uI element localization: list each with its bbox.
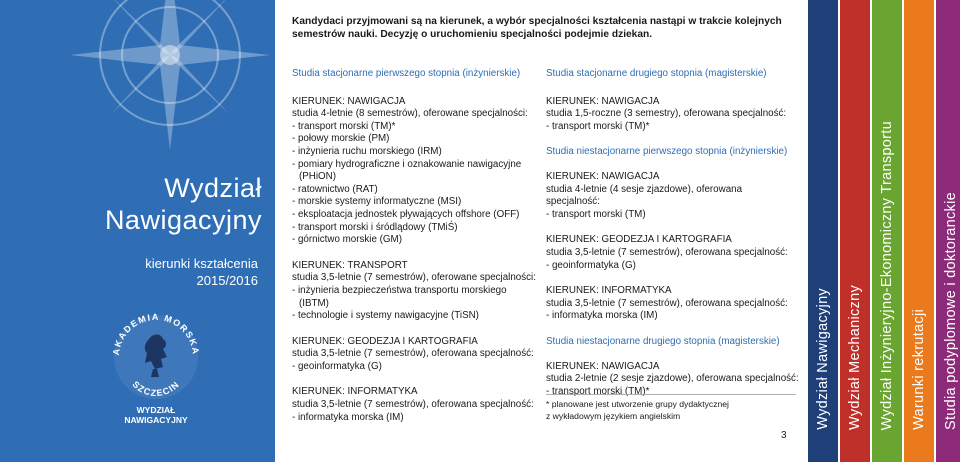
section-tab-label: Warunki rekrutacji [911, 309, 927, 430]
footnote-line1: * planowane jest utworzenie grupy dydaktycznej [546, 399, 729, 409]
university-seal [111, 311, 201, 426]
program-line: (IBTM) [299, 297, 329, 309]
right-column-sections [546, 68, 804, 398]
left-column-heading: Studia stacjonarne pierwszego stopnia (inżynierskie) [292, 68, 521, 79]
program-line: - technologie i systemy nawigacyjne (TiSN) [292, 310, 479, 322]
program-line: - połowy morskie (PM) [292, 133, 390, 145]
section-heading: Studia niestacjonarne drugiego stopnia (magisterskie) [546, 335, 780, 347]
program-line: - informatyka morska (IM) [546, 310, 658, 322]
program-title: KIERUNEK: NAWIGACJA [292, 95, 406, 107]
program-line: studia 3,5-letnie (7 semestrów), oferowana specjalność: [292, 399, 534, 411]
program-line: - inżynieria ruchu morskiego (IRM) [292, 145, 442, 157]
section-tab[interactable] [808, 0, 838, 462]
program-line: studia 4-letnie (8 semestrów), oferowane specjalności: [292, 108, 528, 120]
program-line: - górnictwo morskie (GM) [292, 234, 402, 246]
program-line: - morskie systemy informatyczne (MSI) [292, 196, 462, 208]
program-title: KIERUNEK: NAWIGACJA [546, 170, 660, 182]
section-tab-label: Wydział Mechaniczny [847, 285, 863, 430]
section-tab[interactable] [872, 0, 902, 462]
section-tab[interactable] [840, 0, 870, 462]
program-block [546, 234, 804, 272]
program-line: (PHiON) [299, 171, 337, 183]
logo-line1: WYDZIAŁ [136, 405, 176, 415]
subtitle [60, 255, 258, 289]
program-line: - transport morski (TM) [546, 208, 646, 220]
page-number: 3 [781, 430, 787, 441]
program-title: KIERUNEK: GEODEZJA I KARTOGRAFIA [292, 335, 478, 347]
program-line: - eksploatacja jednostek pływających offshore (OFF) [292, 208, 520, 220]
subtitle-label: kierunki kształcenia [145, 256, 258, 271]
program-block [546, 96, 804, 134]
faculty-panel [0, 0, 275, 462]
program-title: KIERUNEK: NAWIGACJA [546, 95, 660, 107]
program-line: - transport morski (TM)* [546, 120, 650, 132]
seal-text-top: AKADEMIA MORSKA [111, 311, 201, 356]
program-title: KIERUNEK: NAWIGACJA [546, 360, 660, 372]
program-block [292, 336, 538, 374]
program-block [546, 285, 804, 323]
program-block [292, 260, 538, 323]
program-block [292, 386, 538, 424]
faculty-title-line1: Wydział [164, 173, 262, 203]
section-tab[interactable] [936, 0, 960, 462]
program-line: studia 1,5-roczne (3 semestry), oferowana specjalność: [546, 108, 787, 120]
program-title: KIERUNEK: GEODEZJA I KARTOGRAFIA [546, 234, 732, 246]
right-column [546, 68, 804, 411]
program-line: - ratownictwo (RAT) [292, 183, 378, 195]
section-tab-label: Studia podyplomowe i doktoranckie [943, 191, 959, 430]
faculty-title [40, 172, 262, 236]
section-heading: Studia niestacjonarne pierwszego stopnia (inżynierskie) [546, 146, 788, 158]
section-heading: Studia stacjonarne drugiego stopnia (magisterskie) [546, 68, 767, 79]
section-tab-label: Wydział Nawigacyjny [815, 288, 831, 430]
program-line: studia 4-letnie (4 sesje zjazdowe), oferowana [546, 183, 743, 195]
footnote-line2: z wykładowym językiem angielskim [546, 411, 681, 421]
section-tab-label: Wydział Inżynieryjno-Ekonomiczny Transportu [879, 120, 895, 430]
program-line: studia 3,5-letnie (7 semestrów), oferowane specjalności: [292, 272, 536, 284]
program-line: - transport morski (TM)* [292, 120, 396, 132]
section-tabs [808, 0, 960, 462]
program-line: - geoinformatyka (G) [292, 360, 382, 372]
left-column [292, 68, 538, 437]
faculty-title-line2: Nawigacyjny [104, 205, 262, 235]
program-title: KIERUNEK: TRANSPORT [292, 259, 408, 271]
seal-text-bottom: SZCZECIN [130, 379, 182, 399]
program-line: - geoinformatyka (G) [546, 259, 636, 271]
footnote-divider [546, 394, 796, 395]
intro-text: Kandydaci przyjmowani są na kierunek, a wybór specjalności kształcenia nastąpi w trakcie kolejnych semestrów nauki. Decyzję o uruchomieniu specjalności podejmie dziekan. [292, 16, 782, 40]
program-line: studia 3,5-letnie (7 semestrów), oferowana specjalność: [546, 297, 788, 309]
program-line: studia 2-letnie (2 sesje zjazdowe), oferowana specjalność: [546, 373, 799, 385]
program-block [546, 361, 804, 399]
program-line: studia 3,5-letnie (7 semestrów), oferowana specjalność: [292, 348, 534, 360]
compass-rose-icon [0, 0, 275, 180]
program-line: - inżynieria bezpieczeństwa transportu morskiego [292, 284, 507, 296]
program-line: - transport morski (TM)* [546, 385, 650, 397]
program-title: KIERUNEK: INFORMATYKA [546, 285, 672, 297]
program-line: - transport morski i śródlądowy (TMiŚ) [292, 221, 458, 233]
program-line: studia 3,5-letnie (7 semestrów), oferowana specjalność: [546, 246, 788, 258]
program-block [546, 171, 804, 221]
program-block [292, 96, 538, 247]
program-title: KIERUNEK: INFORMATYKA [292, 386, 418, 398]
left-column-blocks [292, 96, 538, 425]
program-line: - pomiary hydrograficzne i oznakowanie nawigacyjne [292, 158, 522, 170]
section-tab[interactable] [904, 0, 934, 462]
logo-line2: NAWIGACYJNY [124, 415, 188, 425]
academic-year: 2015/2016 [196, 273, 258, 288]
program-line: - informatyka morska (IM) [292, 411, 404, 423]
footnote [546, 398, 796, 422]
program-line: specjalność: [546, 196, 600, 208]
